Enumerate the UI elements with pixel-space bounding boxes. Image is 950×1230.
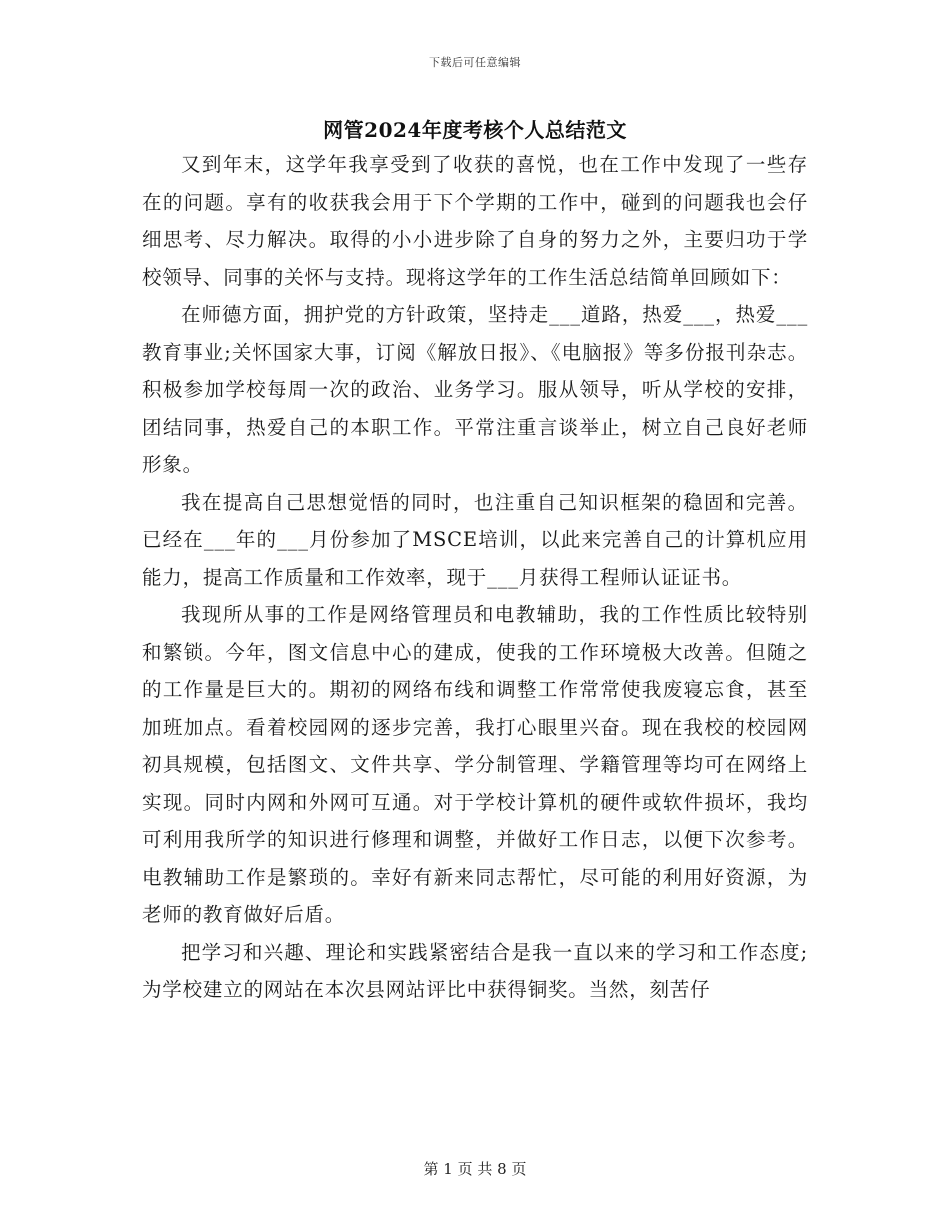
page-number: 第 1 页 共 8 页 <box>423 1160 527 1178</box>
paragraph-intro: 又到年末，这学年我享受到了收获的喜悦，也在工作中发现了一些存在的问题。享有的收获我会用于下个学期的工作中，碰到的问题我也会仔细思考、尽力解决。取得的小小进步除了自身的努力之外，主要归功于学校领导、同事的关怀与支持。现将这学年的工作生活总结简单回顾如下： <box>142 153 808 289</box>
document-body <box>142 146 808 1009</box>
paragraph-work: 我现所从事的工作是网络管理员和电教辅助，我的工作性质比较特别和繁锁。今年，图文信息中心的建成，使我的工作环境极大改善。但随之的工作量是巨大的。期初的网络布线和调整工作常常使我废寝忘食，甚至加班加点。看着校园网的逐步完善，我打心眼里兴奋。现在我校的校园网初具规模，包括图文、文件共享、学分制管理、学籍管理等均可在网络上实现。同时内网和外网可互通。对于学校计算机的硬件或软件损坏，我均可利用我所学的知识进行修理和调整，并做好工作日志，以便下次参考。电教辅助工作是繁琐的。幸好有新来同志帮忙，尽可能的利用好资源，为老师的教育做好后盾。 <box>142 603 808 926</box>
document-title: 网管2024年度考核个人总结范文 <box>323 118 627 142</box>
paragraph-ethics: 在师德方面，拥护党的方针政策，坚持走___道路，热爱___，热爱___教育事业;关怀国家大事，订阅《解放日报》、《电脑报》等多份报刊杂志。积极参加学校每周一次的政治、业务学习。服从领导，听从学校的安排，团结同事，热爱自己的本职工作。平常注重言谈举止，树立自己良好老师形象。 <box>142 303 808 476</box>
paragraph-knowledge: 我在提高自己思想觉悟的同时，也注重自己知识框架的稳固和完善。已经在___年的___月份参加了MSCE培训，以此来完善自己的计算机应用能力，提高工作质量和工作效率，现于___月获得工程师认证证书。 <box>142 490 808 589</box>
paragraph-study: 把学习和兴趣、理论和实践紧密结合是我一直以来的学习和工作态度;为学校建立的网站在本次县网站评比中获得铜奖。当然，刻苦仔 <box>142 940 808 1001</box>
header-note: 下载后可任意编辑 <box>429 56 521 69</box>
